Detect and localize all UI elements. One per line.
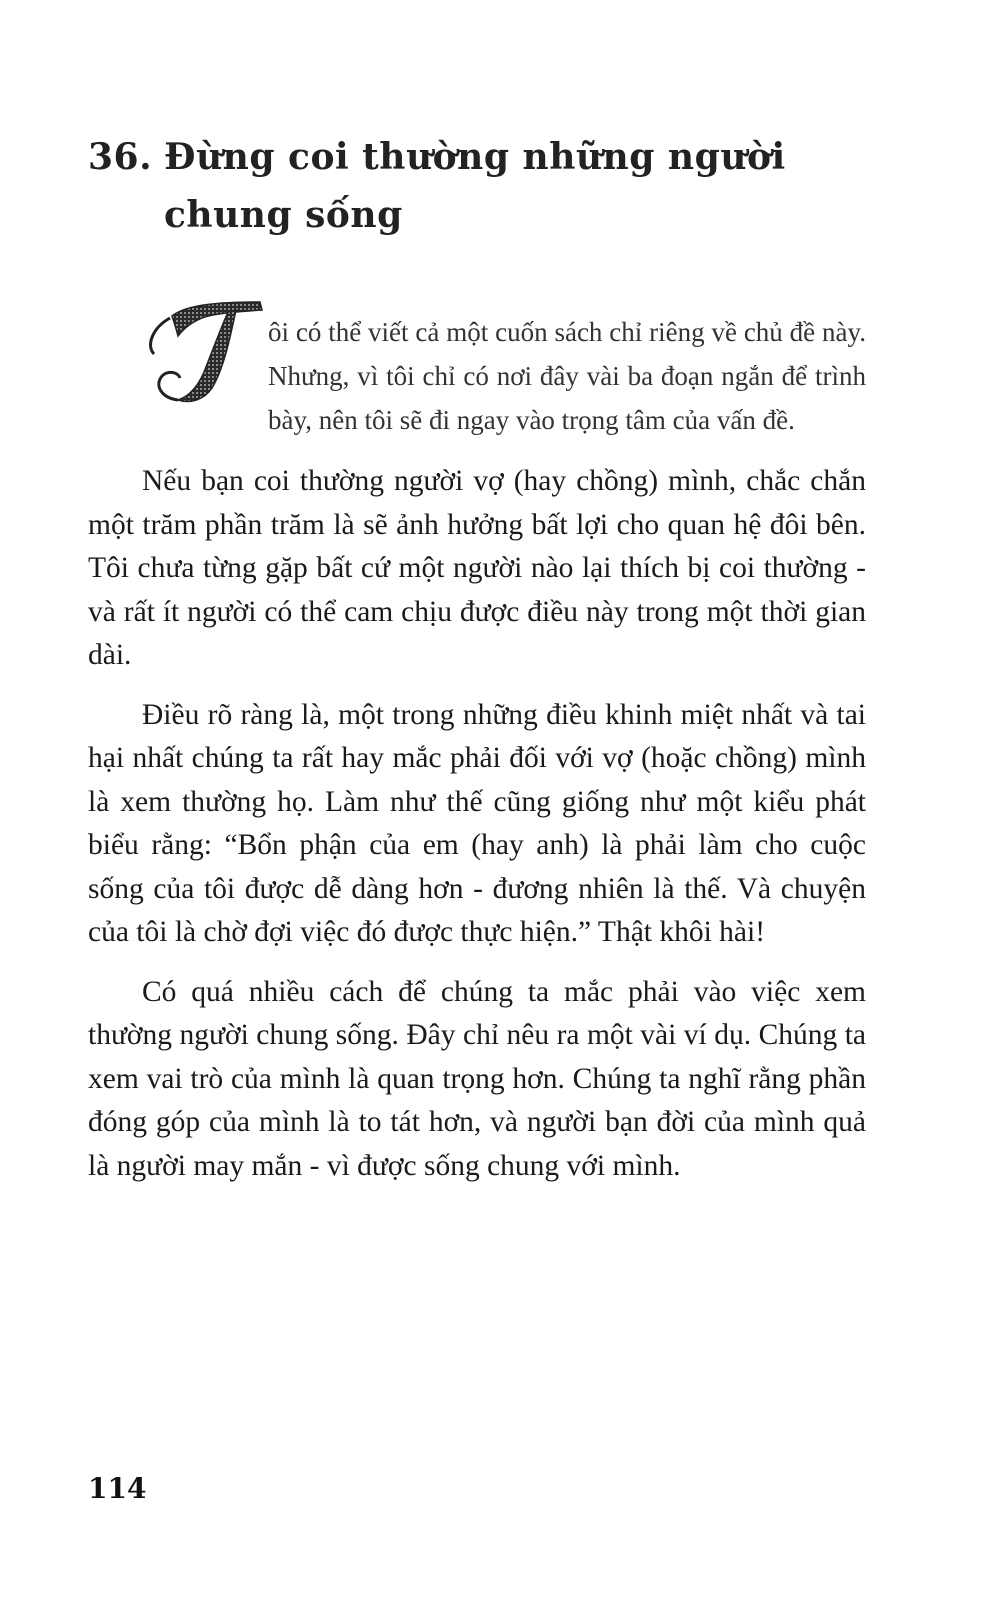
paragraph-4: Có quá nhiều cách để chúng ta mắc phải vào việc xem thường người chung sống. Đây chỉ nêu ra một vài ví dụ. Chúng ta xem vai trò của mình là quan trọng hơn. Chúng ta nghĩ rằng phần đóng góp của mình là to tát hơn, và người bạn đời của mình quả là người may mắn - vì được sống chung với mình.	[88, 975, 866, 1182]
paragraph-3: Điều rõ ràng là, một trong những điều khinh miệt nhất và tai hại nhất chúng ta rất hay mắc phải đối với vợ (hoặc chồng) mình là xem thường họ. Làm như thế cũng giống như một kiểu phát biểu rằng: “Bổn phận của em (hay anh) là phải làm cho cuộc sống của tôi được dễ dàng hơn - đương nhiên là thế. Và chuyện của tôi là chờ đợi việc đó được thực hiện.” Thật khôi hài!	[88, 698, 866, 948]
chapter-body	[88, 310, 866, 1204]
drop-cap	[88, 310, 268, 420]
paragraph-1	[88, 310, 866, 442]
chapter-number: 36.	[88, 136, 153, 178]
chapter-title	[88, 128, 888, 244]
chapter-title-line-2: chung sống	[164, 194, 403, 236]
chapter-title-line-1: Đừng coi thường những người	[164, 136, 786, 178]
paragraph-2: Nếu bạn coi thường người vợ (hay chồng) mình, chắc chắn một trăm phần trăm là sẽ ảnh hưởng bất lợi cho quan hệ đôi bên. Tôi chưa từng gặp bất cứ một người nào lại thích bị coi thường - và rất ít người có thể cam chịu được điều này trong một thời gian dài.	[88, 465, 866, 671]
page-number: 114	[88, 1472, 147, 1505]
drop-cap-letter-t-icon	[132, 288, 272, 408]
paragraph-1-text: ôi có thể viết cả một cuốn sách chỉ riêng về chủ đề này. Nhưng, vì tôi chỉ có nơi đây vài ba đoạn ngắn để trình bày, nên tôi sẽ đi ngay vào trọng tâm của vấn đề.	[268, 317, 866, 435]
